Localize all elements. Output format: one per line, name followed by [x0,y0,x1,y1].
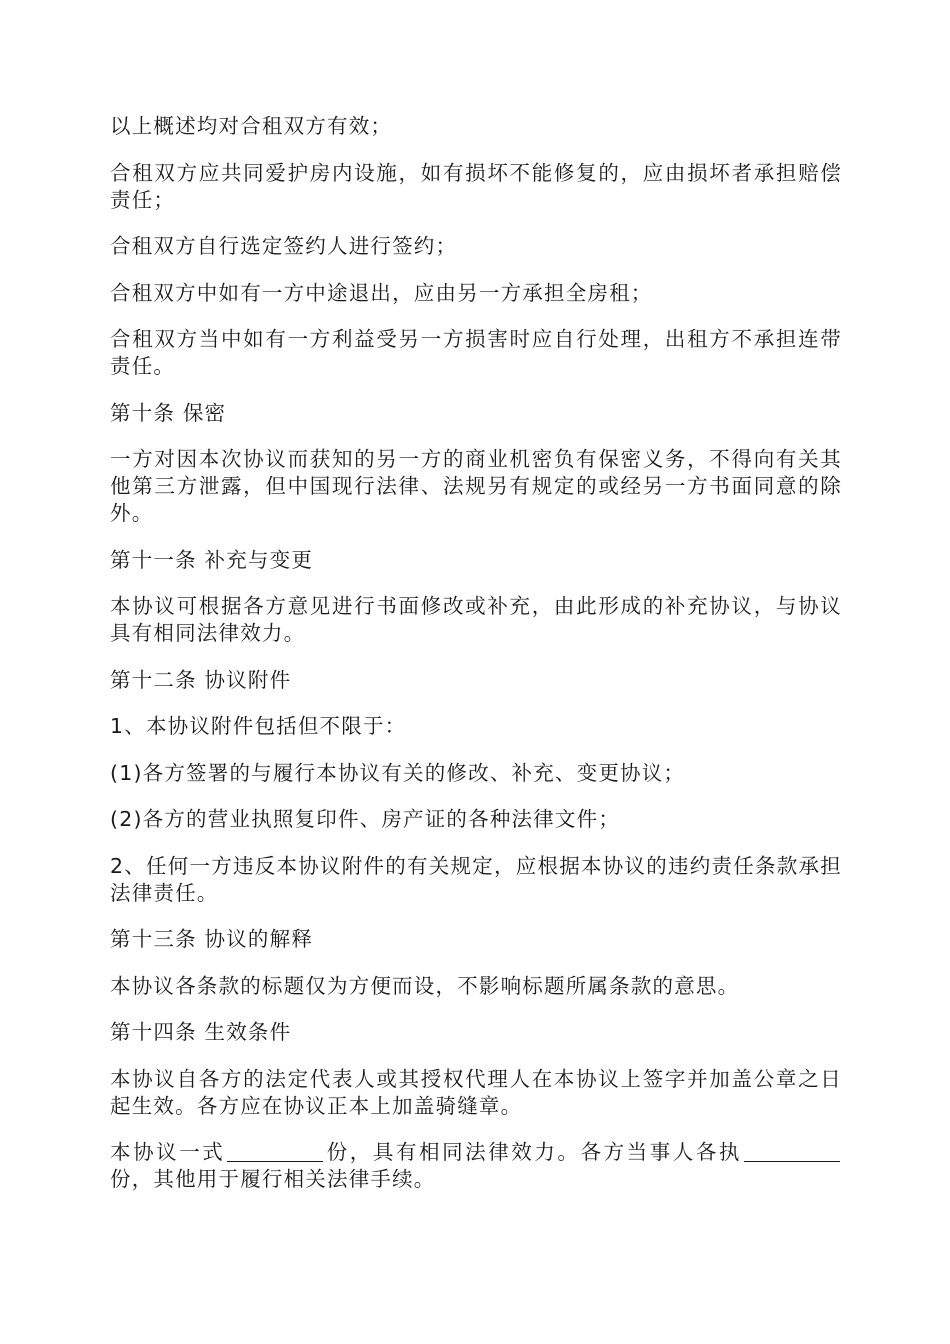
article-10-heading: 第十条 保密 [110,400,227,425]
paragraph-attachment-1: (1)各方签署的与履行本协议有关的修改、补充、变更协议； [110,760,686,785]
copies-text-2: 份，具有相同法律效力。各方当事人各执 [325,1140,742,1164]
paragraph-signatory: 合租双方自行选定签约人进行签约； [110,234,458,258]
document-page [110,113,842,1213]
paragraph-attachment-breach: 2、任何一方违反本协议附件的有关规定，应根据本协议的违约责任条款承担法律责任。 [110,853,842,905]
paragraph-facility-care: 合租双方应共同爱护房内设施，如有损坏不能修复的，应由损坏者承担赔偿责任； [110,160,842,212]
paragraph-summary-valid: 以上概述均对合租双方有效； [110,114,393,138]
paragraph-copies [110,1139,842,1193]
article-13-heading: 第十三条 协议的解释 [110,927,314,951]
paragraph-amendment: 本协议可根据各方意见进行书面修改或补充，由此形成的补充协议，与协议具有相同法律效力。 [110,594,842,645]
paragraph-interpretation: 本协议各条款的标题仅为方便而设，不影响标题所属条款的意思。 [110,973,740,998]
paragraph-effective: 本协议自各方的法定代表人或其授权代理人在本协议上签字并加盖公章之日起生效。各方应在协议正本上加盖骑缝章。 [110,1066,842,1118]
copies-text-3: 份，其他用于履行相关法律手续。 [110,1167,436,1191]
article-11-heading: 第十一条 补充与变更 [110,547,314,572]
paragraph-withdrawal: 合租双方中如有一方中途退出，应由另一方承担全房租； [110,280,653,305]
paragraph-confidentiality: 一方对因本次协议而获知的另一方的商业机密负有保密义务，不得向有关其他第三方泄露，但中国现行法律、法规另有规定的或经另一方书面同意的除外。 [110,447,842,525]
article-12-heading: 第十二条 协议附件 [110,667,292,692]
copies-text-1: 本协议一式 [110,1140,226,1164]
paragraph-attachment-2: (2)各方的营业执照复印件、房产证的各种法律文件； [110,807,621,831]
article-14-heading: 第十四条 生效条件 [110,1020,292,1044]
copies-blank-each [744,1141,840,1162]
paragraph-attachments-intro: 1、本协议附件包括但不限于： [110,714,407,738]
copies-blank-total [227,1141,323,1162]
paragraph-dispute: 合租双方当中如有一方利益受另一方损害时应自行处理，出租方不承担连带责任。 [110,327,842,378]
